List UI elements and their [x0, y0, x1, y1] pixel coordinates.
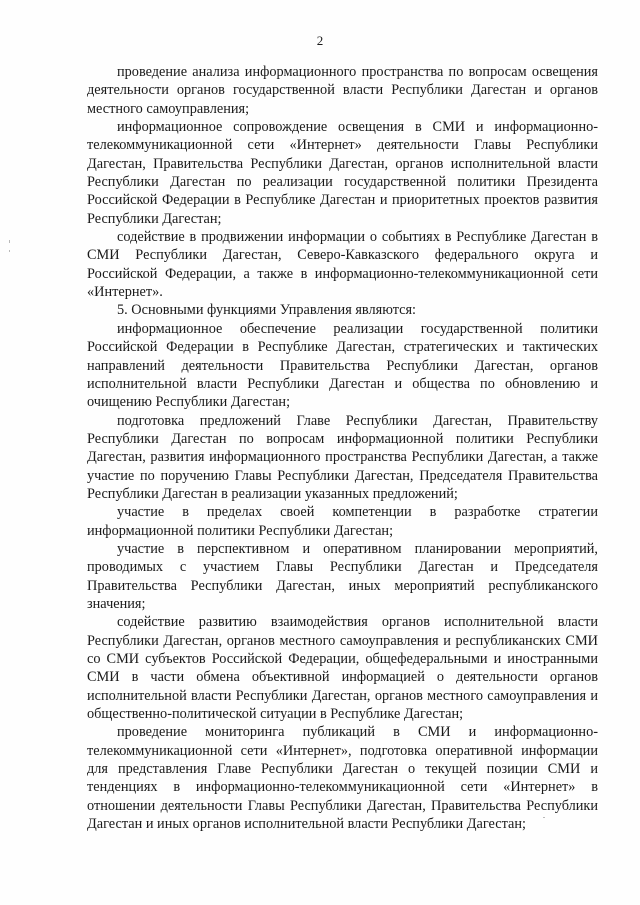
paragraph-information-promotion: содействие в продвижении информации о событиях в Республике Дагестан в СМИ Республики Дагестан, Северо-Кавказского федерального округа и Российской Федерации, а также в информационно-телекоммуникационной сети «Интернет». — [87, 229, 598, 301]
paragraph-analysis: проведение анализа информационного пространства по вопросам освещения деятельности органов государственной власти Республики Дагестан и органов местного самоуправления; — [87, 64, 598, 117]
document-body — [87, 63, 598, 833]
paragraph-monitoring: проведение мониторинга публикаций в СМИ и информационно-телекоммуникационной сети «Интернет», подготовка оперативной информации для представления Главе Республики Дагестан о текущей позиции СМИ и тенденциях в информационно-телекоммуникационной сети «Интернет» в отношении деятельности Главы Республики Дагестан, Правительства Республики Дагестан и иных органов исполнительной власти Республики Дагестан; — [87, 724, 598, 833]
paragraph-cooperation: содействие развитию взаимодействия органов исполнительной власти Республики Дагестан, органов местного самоуправления и республиканских СМИ со СМИ субъектов Российской Федерации, общефедеральными и иностранными СМИ в части обмена объективной информацией о деятельности органов исполнительной власти Республики Дагестан, органов местного самоуправления и общественно-политической ситуации в Республике Дагестан; — [87, 614, 598, 723]
scan-artifact — [9, 240, 10, 243]
paragraph-planning: участие в перспективном и оперативном планировании мероприятий, проводимых с участием Главы Республики Дагестан и Председателя Правительства Республики Дагестан, иных мероприятий республиканского значения; — [87, 540, 598, 612]
functions-heading: 5. Основными функциями Управления являются: — [117, 302, 417, 319]
page-number: 2 — [316, 33, 324, 48]
scan-artifact — [543, 817, 545, 818]
paragraph-strategy: участие в пределах своей компетенции в разработке стратегии информационной политики Республики Дагестан; — [87, 504, 598, 539]
paragraph-information-provision: информационное обеспечение реализации государственной политики Российской Федерации в Республике Дагестан, стратегических и тактических направлений деятельности Правительства Республики Дагестан, органов исполнительной власти Республики Дагестан и общества по обновлению и очищению Республики Дагестан; — [87, 320, 598, 411]
scan-artifact — [9, 250, 10, 252]
paragraph-information-support: информационное сопровождение освещения в СМИ и информационно-телекоммуникационной сети «Интернет» деятельности Главы Республики Дагестан, Правительства Республики Дагестан, органов исполнительной власти Республики Дагестан по реализации государственной политики Президента Российской Федерации в Республике Дагестан и приоритетных проектов развития Республики Дагестан; — [87, 119, 598, 227]
paragraph-proposals: подготовка предложений Главе Республики Дагестан, Правительству Республики Дагестан по вопросам информационной политики Республики Дагестан, развития информационного пространства Республики Дагестан, а также участие по поручению Главы Республики Дагестан, Председателя Правительства Республики Дагестан в реализации указанных предложений; — [87, 412, 598, 502]
